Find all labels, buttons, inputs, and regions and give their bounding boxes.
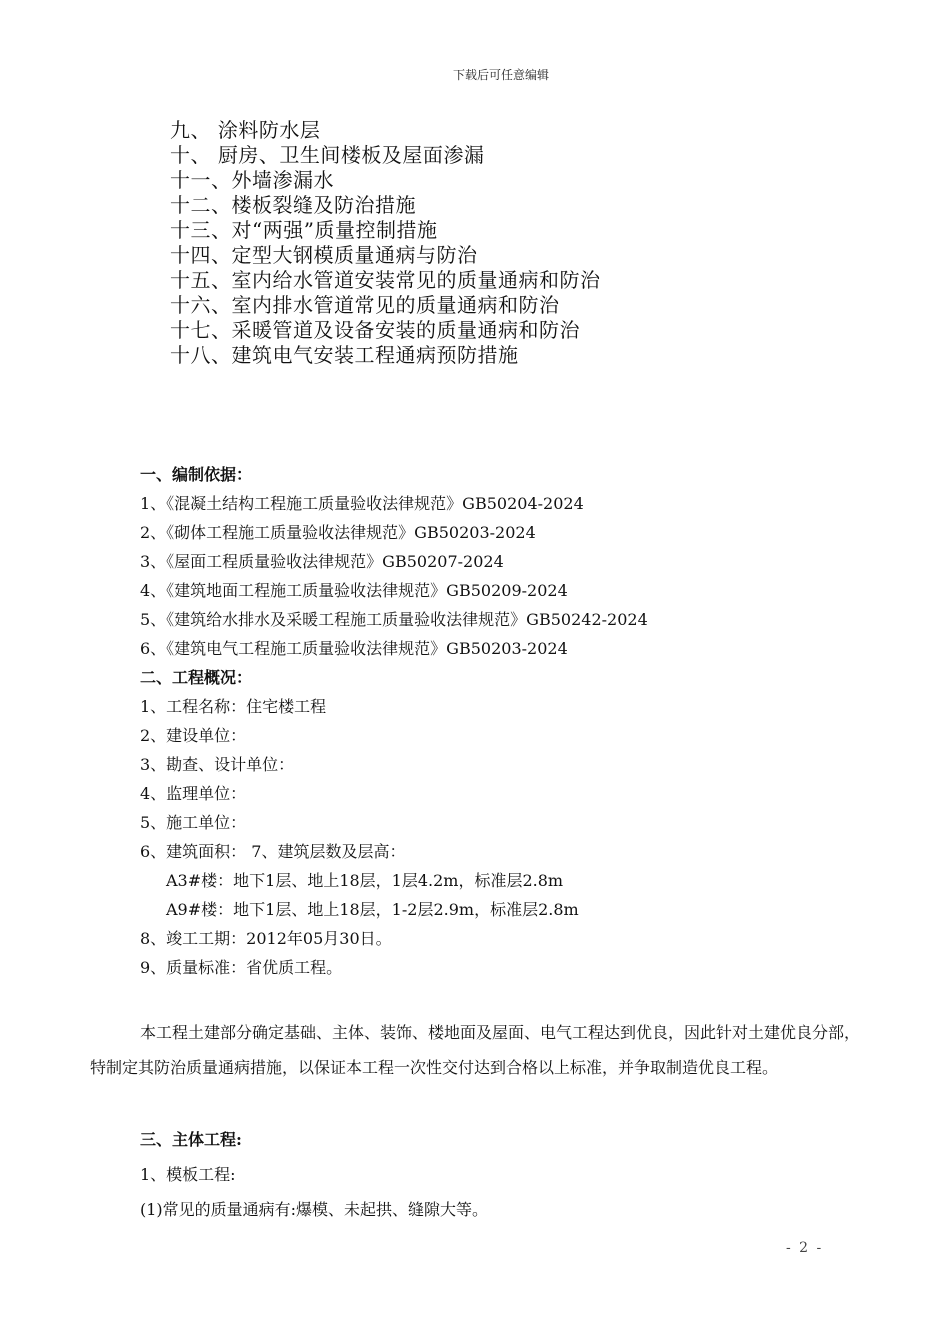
overview-item: 2、建设单位： [140,726,247,745]
toc-item: 十三、对“两强”质量控制措施 [170,218,438,242]
overview-item: 8、竣工工期：2012年05月30日。 [140,929,392,948]
section-heading-structure: 三、主体工程: [140,1130,242,1149]
table-of-contents [170,118,601,368]
basis-item: 6、《建筑电气工程施工质量验收法律规范》GB50203-2024 [140,639,568,658]
toc-item: 十七、采暖管道及设备安装的质量通病和防治 [170,318,580,342]
basis-item: 4、《建筑地面工程施工质量验收法律规范》GB50209-2024 [140,581,568,600]
basis-item: 1、《混凝土结构工程施工质量验收法律规范》GB50204-2024 [140,494,584,513]
building-spec: A3#楼：地下1层、地上18层，1层4.2m，标准层2.8m [166,871,564,890]
overview-item: 9、质量标准：省优质工程。 [140,958,343,977]
toc-item: 十、 厨房、卫生间楼板及屋面渗漏 [170,143,485,167]
overview-item: 6、建筑面积： 7、建筑层数及层高： [140,842,406,861]
overview-item: 4、监理单位： [140,784,247,803]
page-header: 下载后可任意编辑 [452,68,549,82]
toc-item: 十五、室内给水管道安装常见的质量通病和防治 [170,268,601,292]
toc-item: 十二、楼板裂缝及防治措施 [170,193,416,217]
document-body [140,460,860,982]
summary-paragraph-text: 本工程土建部分确定基础、主体、装饰、楼地面及屋面、电气工程达到优良，因此针对土建优良分部，特制定其防治质量通病措施，以保证本工程一次性交付达到合格以上标准，并争取制造优良工程。 [90,1023,861,1077]
basis-item: 3、《屋面工程质量验收法律规范》GB50207-2024 [140,552,504,571]
toc-item: 十八、建筑电气安装工程通病预防措施 [170,343,519,367]
overview-item: 3、勘查、设计单位： [140,755,295,774]
toc-item: 十六、室内排水管道常见的质量通病和防治 [170,293,560,317]
overview-item: 1、工程名称：住宅楼工程 [140,697,327,716]
section-heading-basis: 一、编制依据： [140,465,253,484]
section-heading-overview: 二、工程概况： [140,668,253,687]
overview-item: 5、施工单位： [140,813,247,832]
summary-paragraph [90,1015,860,1085]
basis-item: 5、《建筑给水排水及采暖工程施工质量验收法律规范》GB50242-2024 [140,610,648,629]
toc-item: 十四、定型大钢模质量通病与防治 [170,243,478,267]
basis-item: 2、《砌体工程施工质量验收法律规范》GB50203-2024 [140,523,536,542]
toc-item: 十一、外墙渗漏水 [170,168,334,192]
structure-item: (1)常见的质量通病有:爆模、未起拱、缝隙大等。 [140,1200,489,1219]
structure-item: 1、模板工程: [140,1165,236,1184]
page-number: - 2 - [786,1240,824,1256]
main-structure-section [140,1122,488,1227]
building-spec: A9#楼：地下1层、地上18层，1-2层2.9m，标准层2.8m [166,900,579,919]
toc-item: 九、 涂料防水层 [170,118,321,142]
